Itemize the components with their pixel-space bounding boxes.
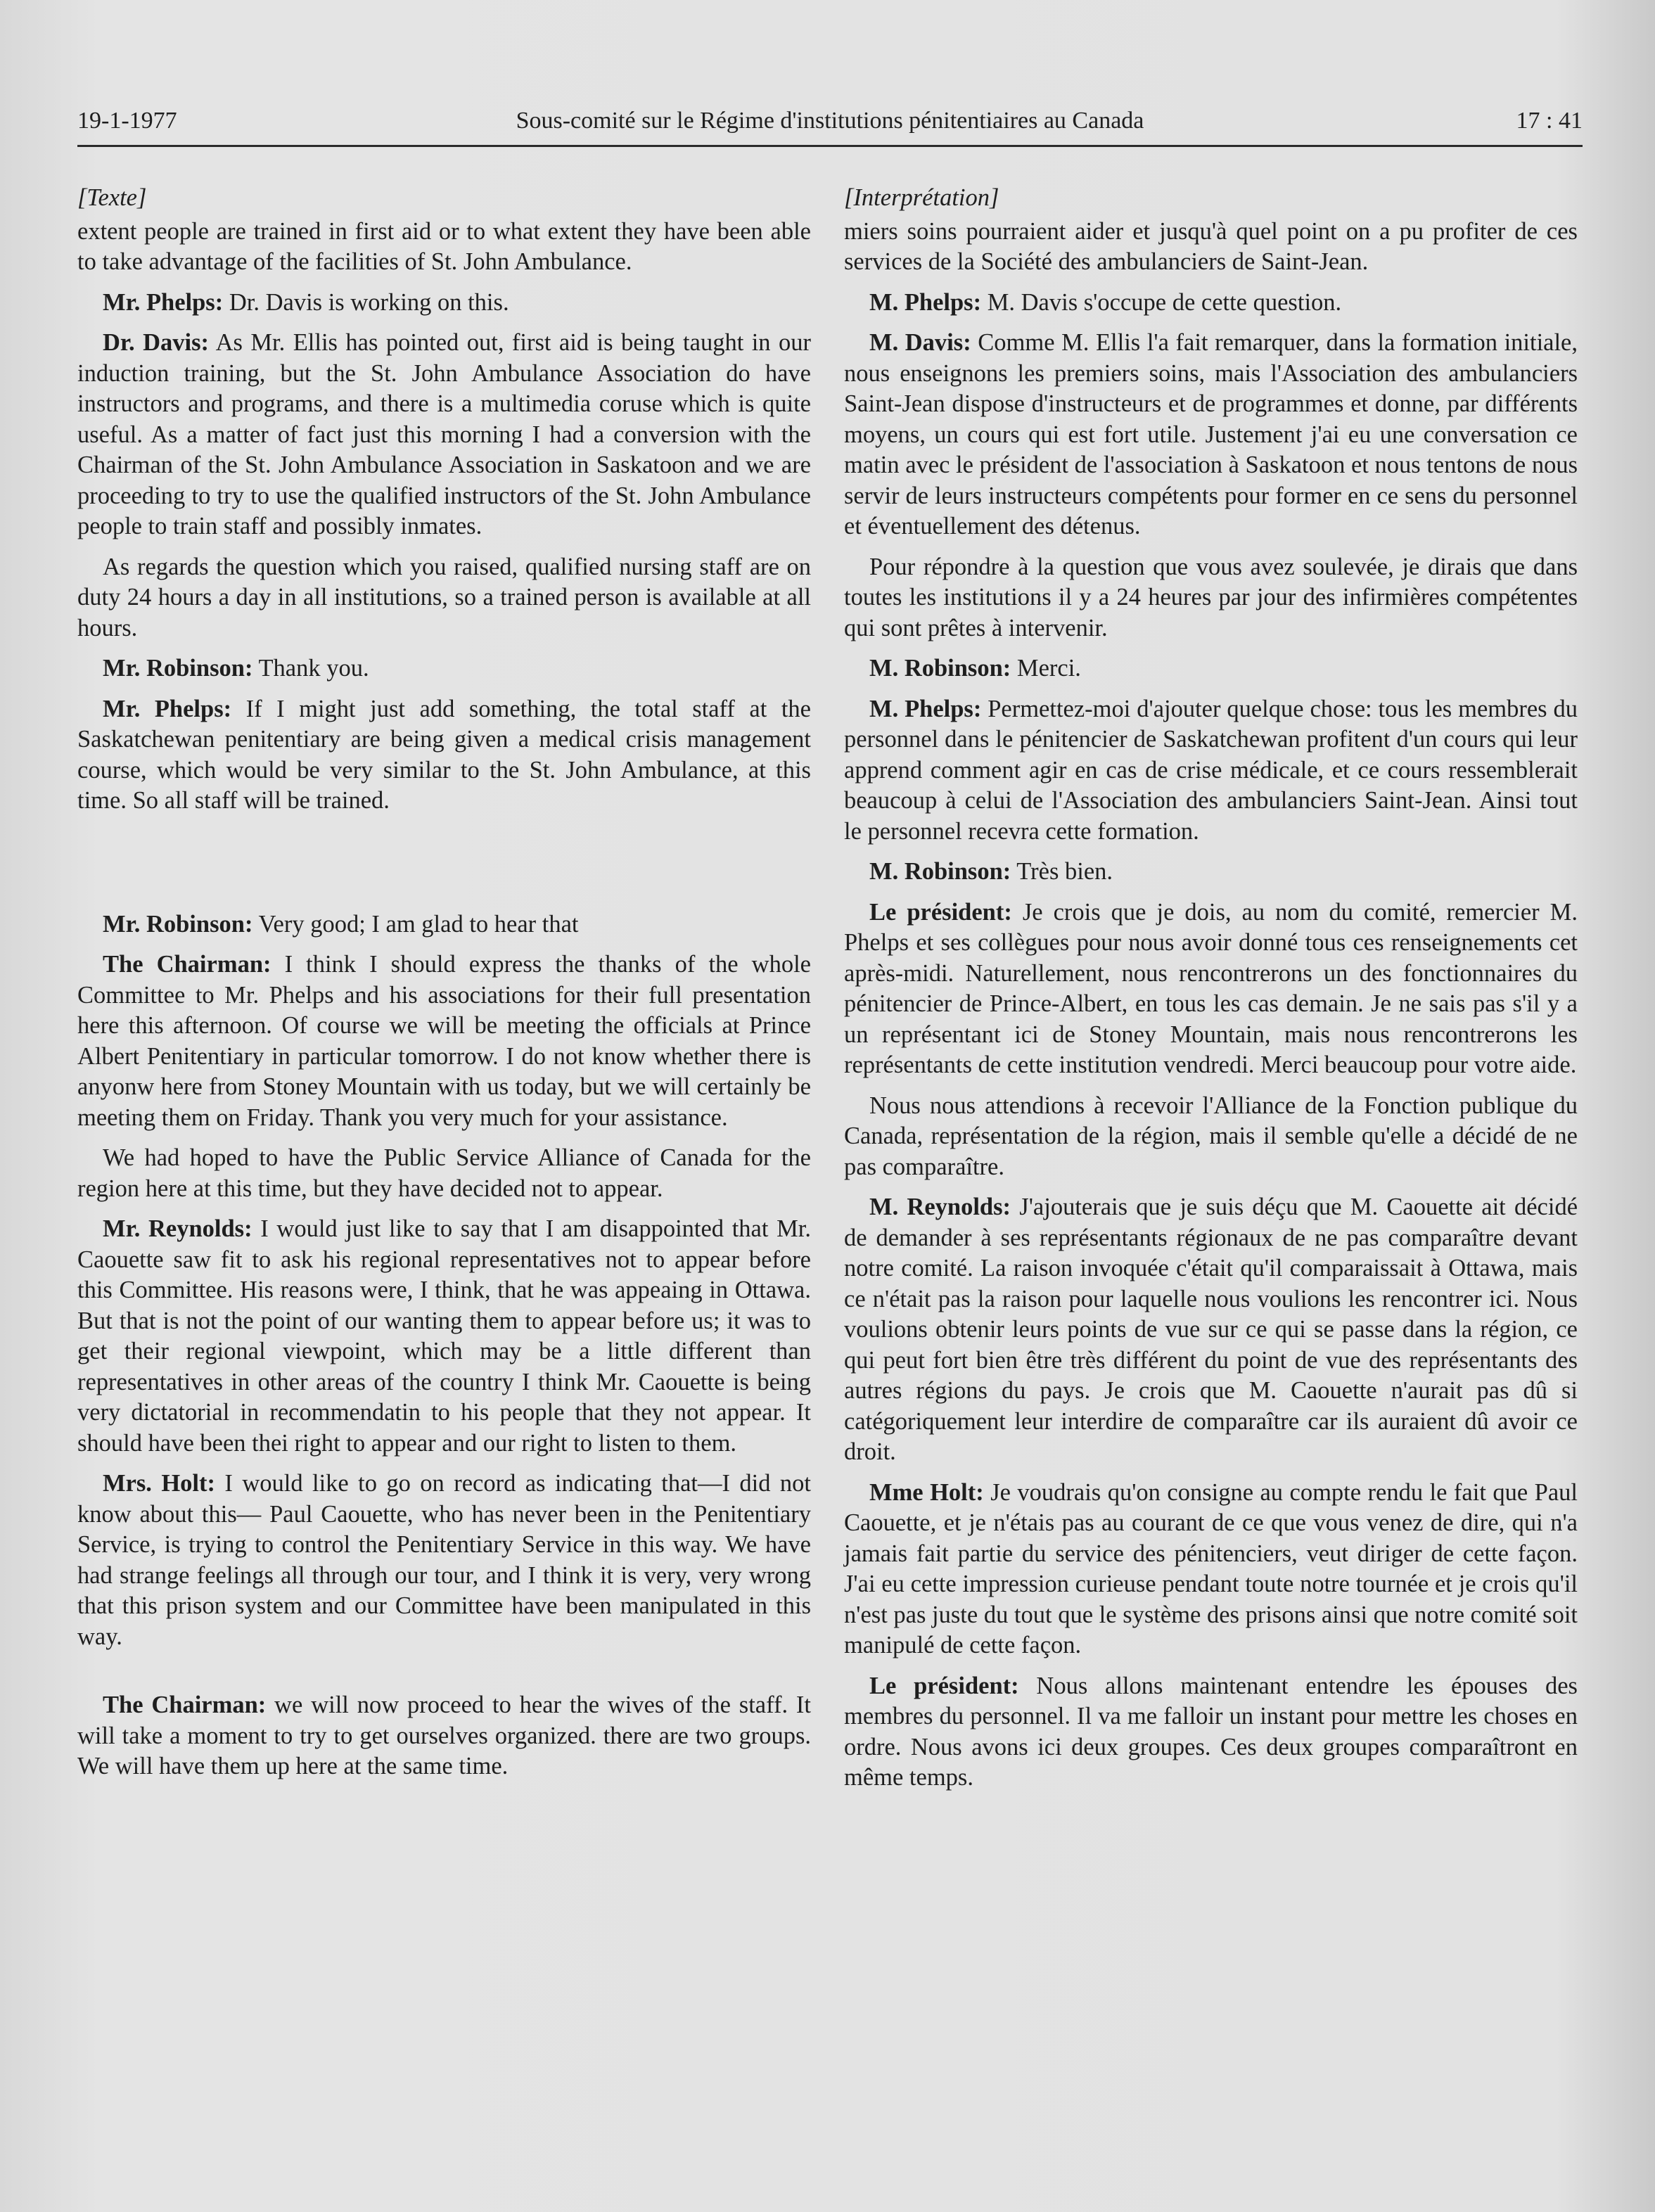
spacer [77,826,811,909]
speech-text: Je crois que je dois, au nom du comité, remercier M. Phelps et ses collègues pour nous avoir donné tous ces renseignements cet après-midi. Naturellement, nous rencontrerons un des fonctionnaires du pénitencier de Prince-Albert, en tous les cas demain. Je ne sais pas s'il y a un représentant ici de Stoney Mountain, mais nous rencontrerons les représentants de cette institution vendredi. Merci beaucoup pour votre aide. [844,898,1578,1078]
speaker-name: Le président: [869,1672,1019,1699]
speaker-name: M. Robinson: [869,655,1011,682]
paragraph: Nous nous attendions à recevoir l'Alliance de la Fonction publique du Canada, représentation de la région, mais il semble qu'elle a décidé de ne pas comparaître. [844,1092,1578,1180]
header-date: 19-1-1977 [77,108,177,134]
speech-text: As Mr. Ellis has pointed out, first aid is being taught in our induction training, but the St. John Ambulance Association do have instructors and programs, and there is a multimedia coruse which is quite useful. As a matter of fact just this morning I had a conversion with the Chairman of the St. John Ambulance Association in Saskatoon and we are proceeding to try to use the qualified instructors of the St. John Ambulance people to train staff and possibly inmates. [77,329,811,539]
paragraph [77,1469,811,1652]
speech-text: we will now proceed to hear the wives of the staff. It will take a moment to try to get ourselves organized. there are two groups. We will have them up here at the same time. [77,1692,811,1779]
speaker-name: The Chairman: [103,1692,267,1718]
speech-text: Je voudrais qu'on consigne au compte rendu le fait que Paul Caouette, et je n'étais pas au courant de ce que vous venez de dire, qui n'a jamais fait partie du service des pénitenciers, veut diriger de cette façon. J'ai eu cette impression curieuse pendant toute notre tournée et je crois qu'il n'est pas juste du tout que le système des prisons ainsi que notre comité soit manipulé de cette façon. [844,1478,1578,1658]
paragraph [77,328,811,542]
speaker-name: M. Robinson: [869,858,1011,885]
paragraph: miers soins pourraient aider et jusqu'à quel point on a pu profiter de ces services de la Société des ambulanciers de Saint-Jean. [844,217,1578,275]
paragraph [77,950,811,1133]
french-column [844,183,1578,1803]
paragraph: Pour répondre à la question que vous avez soulevée, je dirais que dans toutes les institutions il y a 24 heures par jour des infirmières compétentes qui sont prêtes à intervenir. [844,553,1578,641]
header-title: Sous-comité sur le Régime d'institutions pénitentiaires au Canada [516,108,1144,134]
speech-text: Très bien. [1011,858,1113,885]
speech-text: If I might just add something, the total staff at the Saskatchewan penitentiary are being given a medical crisis management course, which would be very similar to the St. John Ambulance, at this time. So all staff will be trained. [77,695,811,814]
speech-text: Nous allons maintenant entendre les épouses des membres du personnel. Il va me falloir un instant pour mettre les choses en ordre. Nous avons ici deux groupes. Ces deux groupes comparaîtront en même temps. [844,1672,1578,1791]
section-label-interpretation: [Interprétation] [844,184,999,211]
paragraph [844,1478,1578,1661]
speech-text: Very good; I am glad to hear that [253,910,579,938]
speech-text: J'ajouterais que je suis déçu que M. Caouette ait décidé de demander à ses représentants régionaux de ne pas comparaître devant notre comité. La raison invoquée c'était qu'il comparaissait à Ottawa, mais ce n'était pas la raison pour laquelle nous voulions les rencontrer ici. Nous voulions obtenir leurs points de vue sur ce qui se passe dans la région, ce qui peut fort bien être très différent du point de vue des représentants des autres régions du pays. Je crois que M. Caouette n'aurait pas dû si catégoriquement leur interdire de comparaître car ils auraient dû avoir ce droit. [844,1194,1578,1465]
paragraph [844,857,1578,888]
speaker-name: Mr. Robinson: [103,655,253,682]
speech-text: I think I should express the thanks of the whole Committee to Mr. Phelps and his associations for their full presentation here this afternoon. Of course we will be meeting the officials at Prince Albert Penitentiary in particular tomorrow. I do not know whether there is anyonw here from Stoney Mountain with us today, but we will certainly be meeting them on Friday. Thank you very much for your assistance. [77,951,811,1131]
paragraph: We had hoped to have the Public Service Alliance of Canada for the region here at this time, but they have decided not to appear. [77,1144,811,1202]
paragraph [77,1690,811,1782]
speech-text: Permettez-moi d'ajouter quelque chose: tous les membres du personnel dans le pénitencier de Saskatchewan profitent d'un cours qui leur apprend comment agir en cas de crise médicale, et ce cours ressemblerait beaucoup à celui de l'Association des ambulanciers Saint-Jean. Ainsi tout le personnel recevra cette formation. [844,695,1578,845]
speaker-name: Mme Holt: [869,1478,984,1506]
speech-text: I would just like to say that I am disappointed that Mr. Caouette saw fit to ask his regional representatives not to appear before this Committee. His reasons were, I think, that he was appeaing in Ottawa. But that is not the point of our wanting them to appear before us; it was to get their regional viewpoint, which may be a little different than representatives in other areas of the country I think Mr. Caouette is being very dictatorial in recommendatin to his people that they not appear. It should have been thei right to appear and our right to listen to them. [77,1215,811,1457]
paragraph [844,1671,1578,1794]
paragraph [77,653,811,684]
paragraph [844,1192,1578,1468]
speaker-name: M. Reynolds: [869,1194,1011,1220]
speaker-name: Mrs. Holt: [103,1470,215,1497]
speaker-name: M. Davis: [869,329,971,356]
speech-text: I would like to go on record as indicating that—I did not know about this— Paul Caouette, who has never been in the Penitentiary Service, is trying to control the Penitentiary Service in this way. We have had strange feelings all through our tour, and I think it is very, very wrong that this prison system and our Committee have been manipulated in this way. [77,1470,811,1650]
speaker-name: M. Phelps: [869,695,982,722]
speaker-name: Dr. Davis: [103,329,210,356]
paragraph [77,288,811,319]
speech-text: Dr. Davis is working on this. [223,288,509,316]
paragraph [844,653,1578,684]
paragraph: extent people are trained in first aid or to what extent they have been able to take advantage of the facilities of St. John Ambulance. [77,217,811,275]
section-label-texte: [Texte] [77,184,147,211]
speech-text: Merci. [1011,655,1081,682]
speech-text: M. Davis s'occupe de cette question. [981,288,1342,316]
paragraph [844,288,1578,319]
paragraph: As regards the question which you raised, qualified nursing staff are on duty 24 hours a day in all institutions, so a trained person is available at all hours. [77,553,811,641]
speaker-name: Mr. Reynolds: [103,1215,253,1242]
paragraph [77,1214,811,1459]
speech-text: Thank you. [253,655,369,682]
paragraph [77,909,811,940]
speaker-name: M. Phelps: [869,288,982,316]
paragraph [844,328,1578,542]
paragraph [844,897,1578,1081]
speech-text: Comme M. Ellis l'a fait remarquer, dans la formation initiale, nous enseignons les premiers soins, mais l'Association des ambulanciers Saint-Jean dispose d'instructeurs et de programmes et donne, par différents moyens, un cours qui est fort utile. Justement j'ai eu une conversation ce matin avec le président de l'association à Saskatoon et nous tentons de nous servir de leurs instructeurs compétents pour former en ce sens du personnel et éventuellement des détenus. [844,329,1578,539]
english-column [77,183,811,1792]
header-page-number: 17 : 41 [1516,108,1583,134]
speaker-name: Le président: [869,898,1012,926]
speaker-name: Mr. Robinson: [103,910,253,938]
paragraph [844,694,1578,848]
spacer [77,1662,811,1690]
speaker-name: Mr. Phelps: [103,288,224,316]
speaker-name: The Chairman: [103,951,271,978]
page-header [77,106,1583,147]
paragraph [77,694,811,817]
speaker-name: Mr. Phelps: [103,695,232,722]
